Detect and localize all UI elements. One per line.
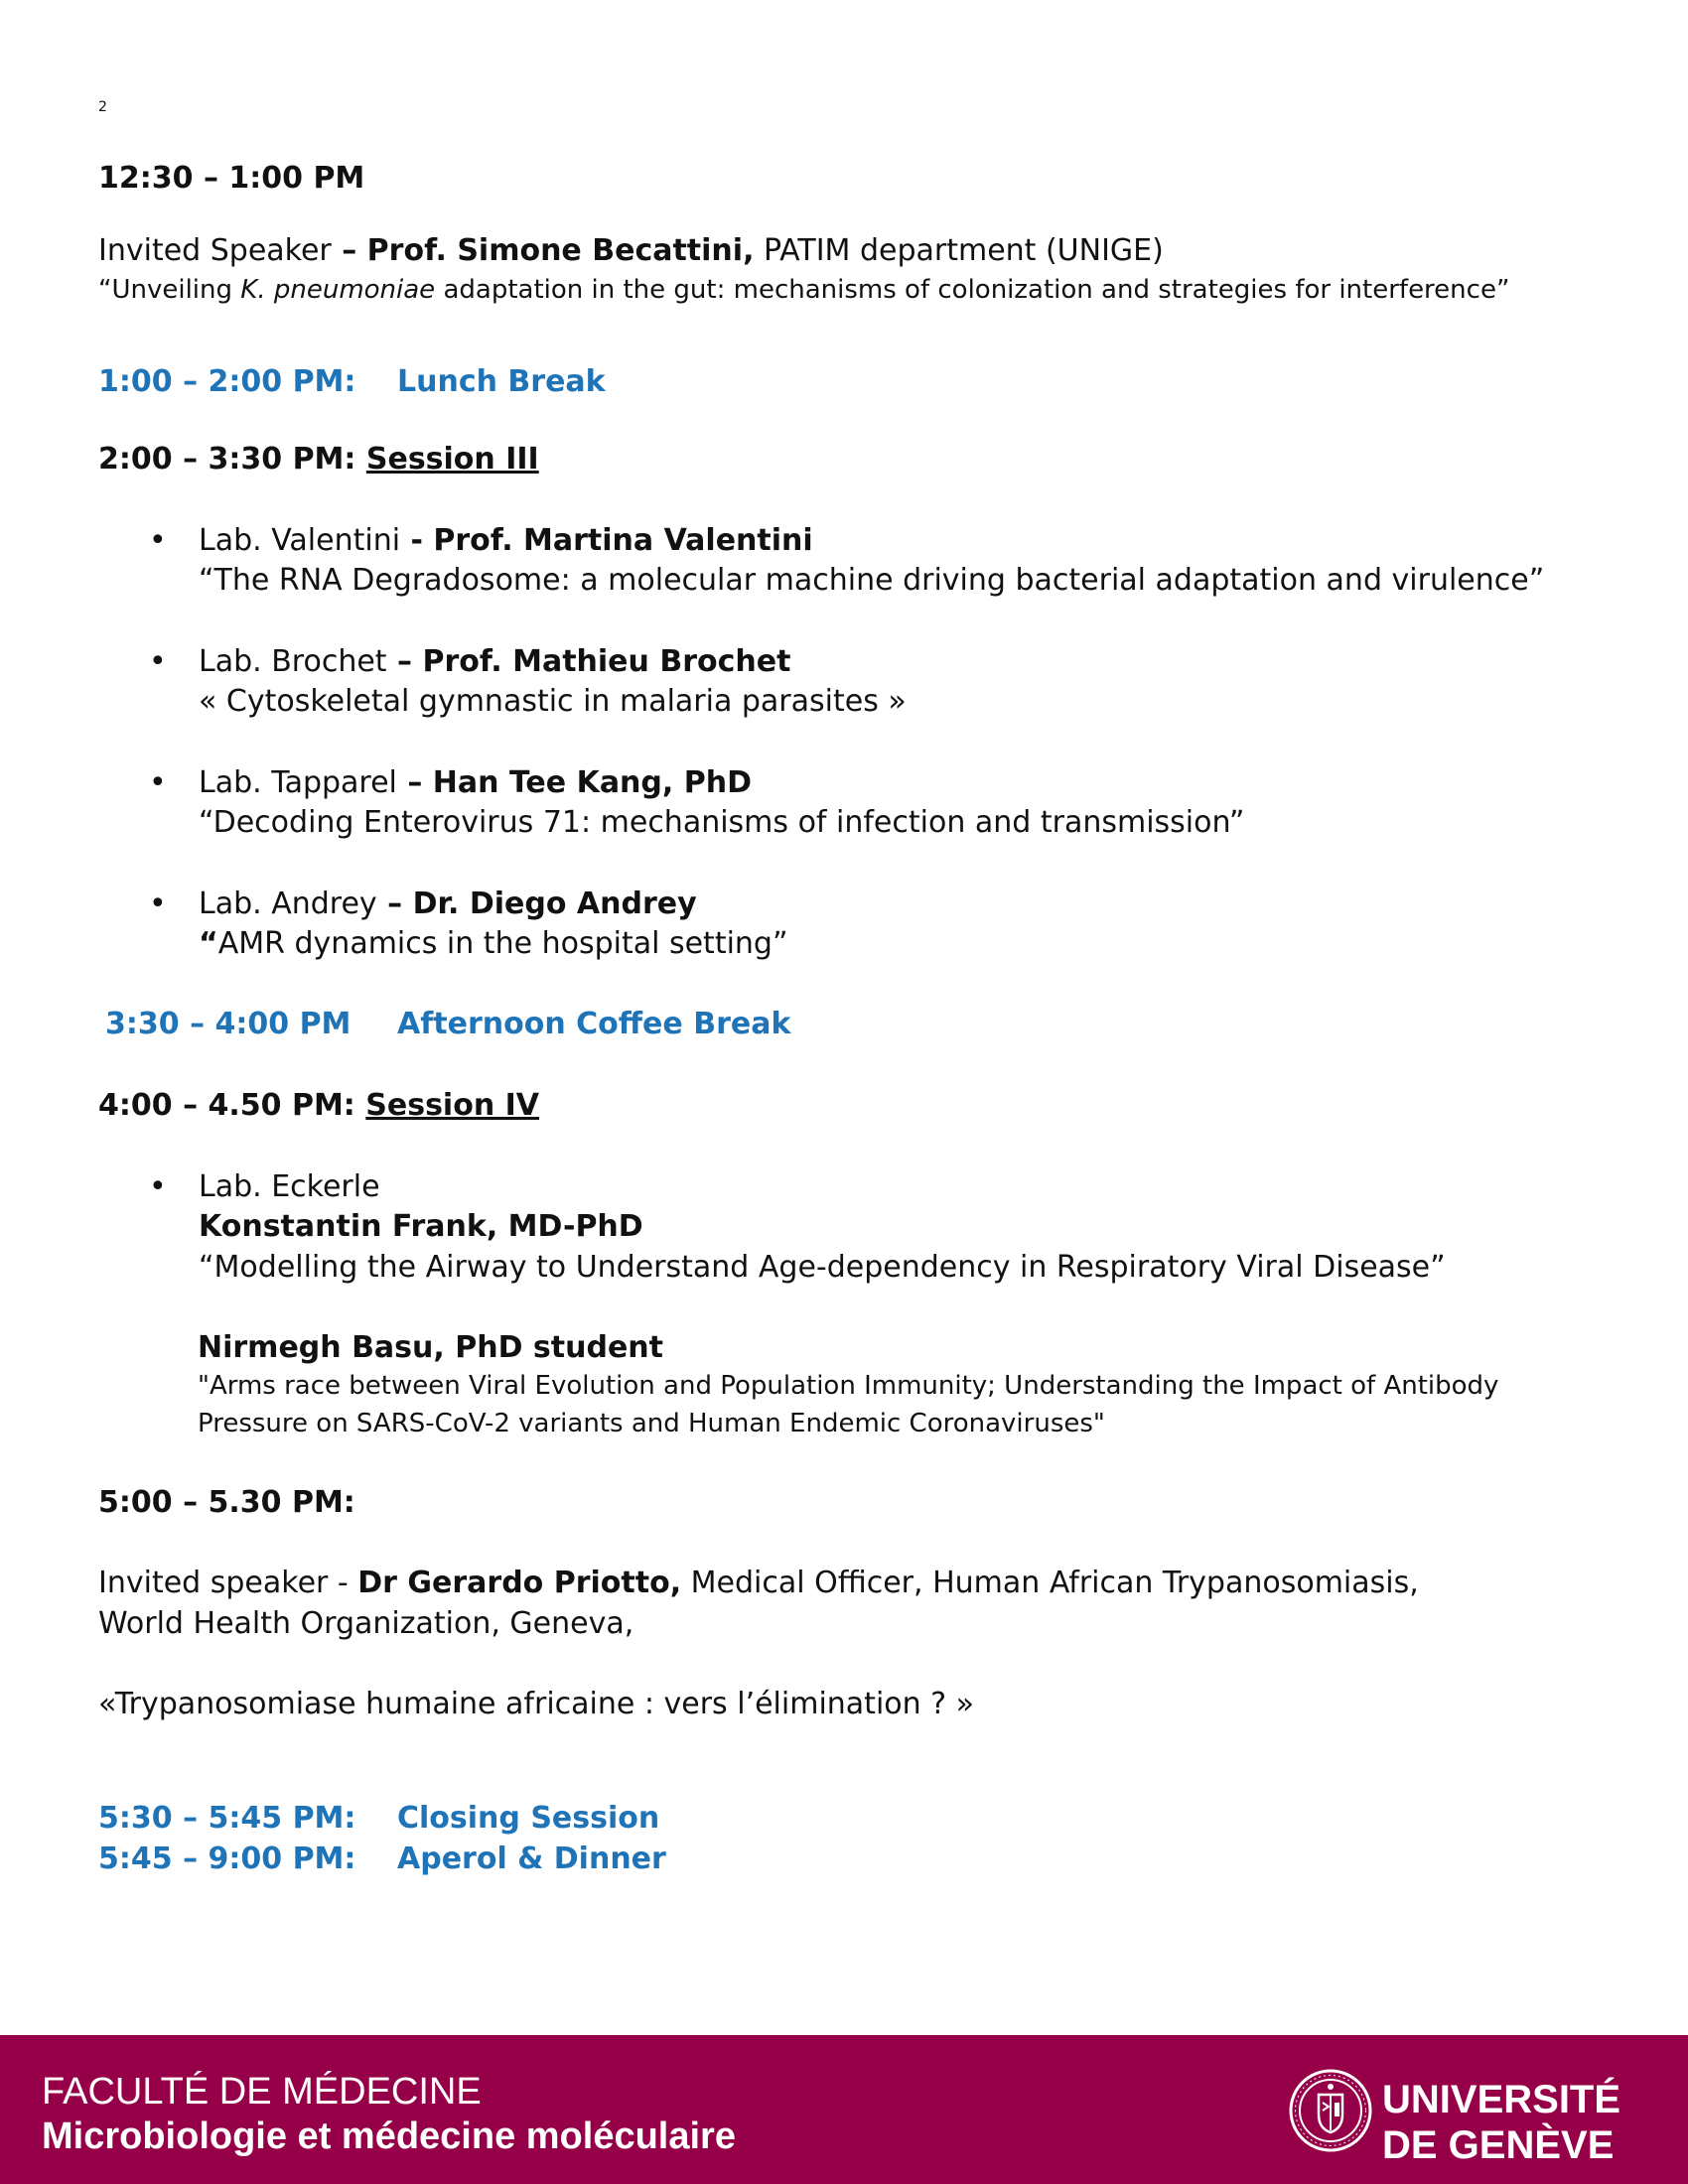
- coffee-time: 3:30 – 4:00 PM: [105, 1007, 352, 1041]
- session-3-label: Session III: [365, 442, 539, 477]
- talk-title: “Modelling the Airway to Understand Age-dependency in Respiratory Viral Disease”: [199, 1250, 1446, 1285]
- speaker-name: Dr. Diego Andrey: [412, 887, 697, 921]
- title-pre: “Unveiling: [98, 275, 241, 305]
- lab-name: Lab. Brochet: [199, 644, 387, 679]
- talk-title: [199, 924, 788, 964]
- speaker-name: Konstantin Frank, MD-PhD: [199, 1209, 643, 1244]
- faculty-name: FACULTÉ DE MÉDECINE: [42, 2071, 482, 2113]
- bullet-icon: •: [149, 1169, 167, 1204]
- speaker-name: Prof. Mathieu Brochet: [422, 644, 791, 679]
- closing-label: Closing Session: [397, 1801, 660, 1836]
- closing-time: 5:30 – 5:45 PM:: [98, 1801, 356, 1836]
- title-post: adaptation in the gut: mechanisms of colonization and strategies for interference”: [435, 275, 1510, 305]
- title-text: AMR dynamics in the hospital setting”: [217, 926, 788, 961]
- coffee-label: Afternoon Coffee Break: [397, 1007, 791, 1041]
- speaker-role: Invited Speaker: [98, 233, 332, 268]
- bullet-icon: •: [149, 887, 167, 921]
- speaker-name: Dr Gerardo Priotto,: [357, 1566, 682, 1600]
- speaker-name: Han Tee Kang, PhD: [432, 765, 752, 800]
- sep: –: [376, 887, 413, 921]
- speaker-name: Prof. Martina Valentini: [433, 523, 813, 558]
- session-4-heading: [98, 1086, 539, 1126]
- talk-title: « Cytoskeletal gymnastic in malaria parasites »: [199, 684, 907, 719]
- talk-title-line: Pressure on SARS-CoV-2 variants and Human Endemic Coronaviruses": [198, 1409, 1105, 1438]
- footer-bar: [0, 2035, 1688, 2184]
- session-4-time: 4:00 – 4.50 PM:: [98, 1088, 366, 1123]
- lab-name: Lab. Tapparel: [199, 765, 397, 800]
- university-name: [1382, 2077, 1620, 2168]
- sep: –: [396, 765, 433, 800]
- time-1230: 12:30 – 1:00 PM: [98, 161, 365, 196]
- talk-lab-line: [199, 763, 752, 803]
- talk-lab-line: [199, 521, 813, 561]
- bullet-icon: •: [149, 523, 167, 558]
- speaker-affiliation: PATIM department (UNIGE): [754, 233, 1164, 268]
- page-number: 2: [98, 99, 107, 115]
- time-500: 5:00 – 5.30 PM:: [98, 1485, 355, 1520]
- sep: -: [400, 523, 434, 558]
- session-3-heading: [98, 440, 539, 479]
- lunch-time: 1:00 – 2:00 PM:: [98, 364, 356, 399]
- talk-title: «Trypanosomiase humaine africaine : vers l’élimination ? »: [98, 1687, 974, 1721]
- bullet-icon: •: [149, 644, 167, 679]
- session-4-label: Session IV: [365, 1088, 540, 1123]
- talk-title: “The RNA Degradosome: a molecular machine driving bacterial adaptation and virulence”: [199, 563, 1545, 598]
- department-name: Microbiologie et médecine moléculaire: [42, 2116, 736, 2157]
- speaker-name: Nirmegh Basu, PhD student: [198, 1330, 663, 1365]
- university-name-line2: DE GENÈVE: [1382, 2123, 1615, 2167]
- sep: –: [386, 644, 423, 679]
- talk-lab-line: [199, 885, 697, 924]
- dinner-time: 5:45 – 9:00 PM:: [98, 1842, 356, 1876]
- university-name-line1: UNIVERSITÉ: [1382, 2078, 1621, 2121]
- speaker-affiliation-line2: World Health Organization, Geneva,: [98, 1606, 634, 1641]
- dinner-label: Aperol & Dinner: [397, 1842, 666, 1876]
- invited-speaker-line: [98, 1564, 1419, 1603]
- title-open-quote: “: [199, 926, 218, 961]
- lab-name: Lab. Andrey: [199, 887, 377, 921]
- talk-title-line: "Arms race between Viral Evolution and Population Immunity; Understanding the Impact of Antibody: [198, 1371, 1499, 1401]
- title-italic: K. pneumoniae: [240, 275, 436, 305]
- speaker-affiliation: Medical Officer, Human African Trypanosomiasis,: [681, 1566, 1419, 1600]
- lab-name: Lab. Valentini: [199, 523, 401, 558]
- speaker-role: Invited speaker -: [98, 1566, 358, 1600]
- lunch-label: Lunch Break: [397, 364, 606, 399]
- lab-name: Lab. Eckerle: [199, 1169, 380, 1204]
- talk-title: “Decoding Enterovirus 71: mechanisms of infection and transmission”: [199, 805, 1245, 840]
- university-seal-icon: [1289, 2069, 1372, 2156]
- talk-title-1230: [98, 272, 1509, 308]
- speaker-name: Prof. Simone Becattini,: [366, 233, 755, 268]
- talk-lab-line: [199, 642, 790, 682]
- invited-speaker-line: [98, 231, 1164, 271]
- dash: –: [331, 233, 367, 268]
- bullet-icon: •: [149, 765, 167, 800]
- session-3-time: 2:00 – 3:30 PM:: [98, 442, 366, 477]
